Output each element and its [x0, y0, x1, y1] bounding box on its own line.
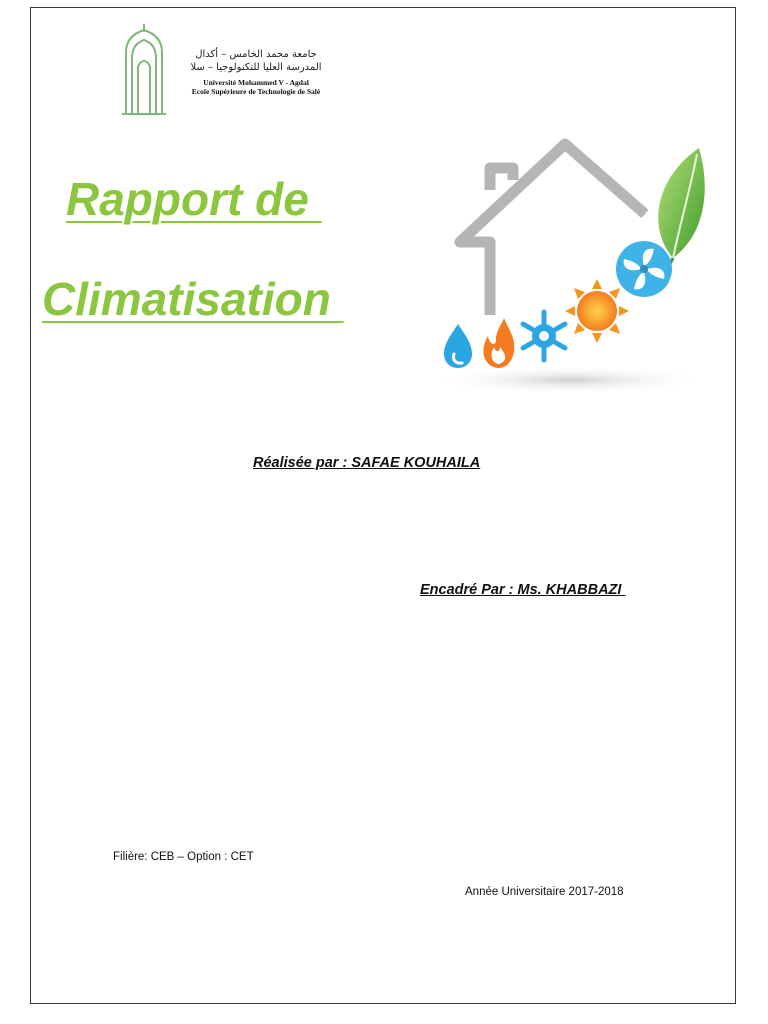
fan-icon — [616, 241, 672, 297]
encadre-par-label: Encadré Par : Ms. KHABBAZI — [420, 582, 626, 598]
realisee-par-label: Réalisée par : SAFAE KOUHAILA — [253, 455, 481, 471]
university-logo — [116, 22, 340, 134]
filiere-text: Filière: CEB – Option : CET — [113, 851, 254, 863]
flame-icon — [483, 318, 514, 368]
title-line-1: Rapport de — [66, 173, 322, 225]
title-line-2: Climatisation — [42, 273, 344, 325]
logo-french-text: Université Mohammed V - Agdal Ecole Supérieure de Technologie de Salé — [191, 78, 321, 96]
water-drop-icon — [444, 324, 472, 368]
university-emblem-icon — [116, 22, 172, 122]
climate-illustration — [425, 130, 710, 400]
annee-universitaire-text: Année Universitaire 2017-2018 — [465, 886, 624, 898]
ground-shadow — [430, 366, 710, 394]
sun-icon — [565, 279, 629, 343]
snowflake-icon — [523, 312, 565, 360]
logo-arabic-text: جامعة محمد الخامس – أكدال المدرسة العليا للتكنولوجيا – سلا — [190, 49, 322, 73]
